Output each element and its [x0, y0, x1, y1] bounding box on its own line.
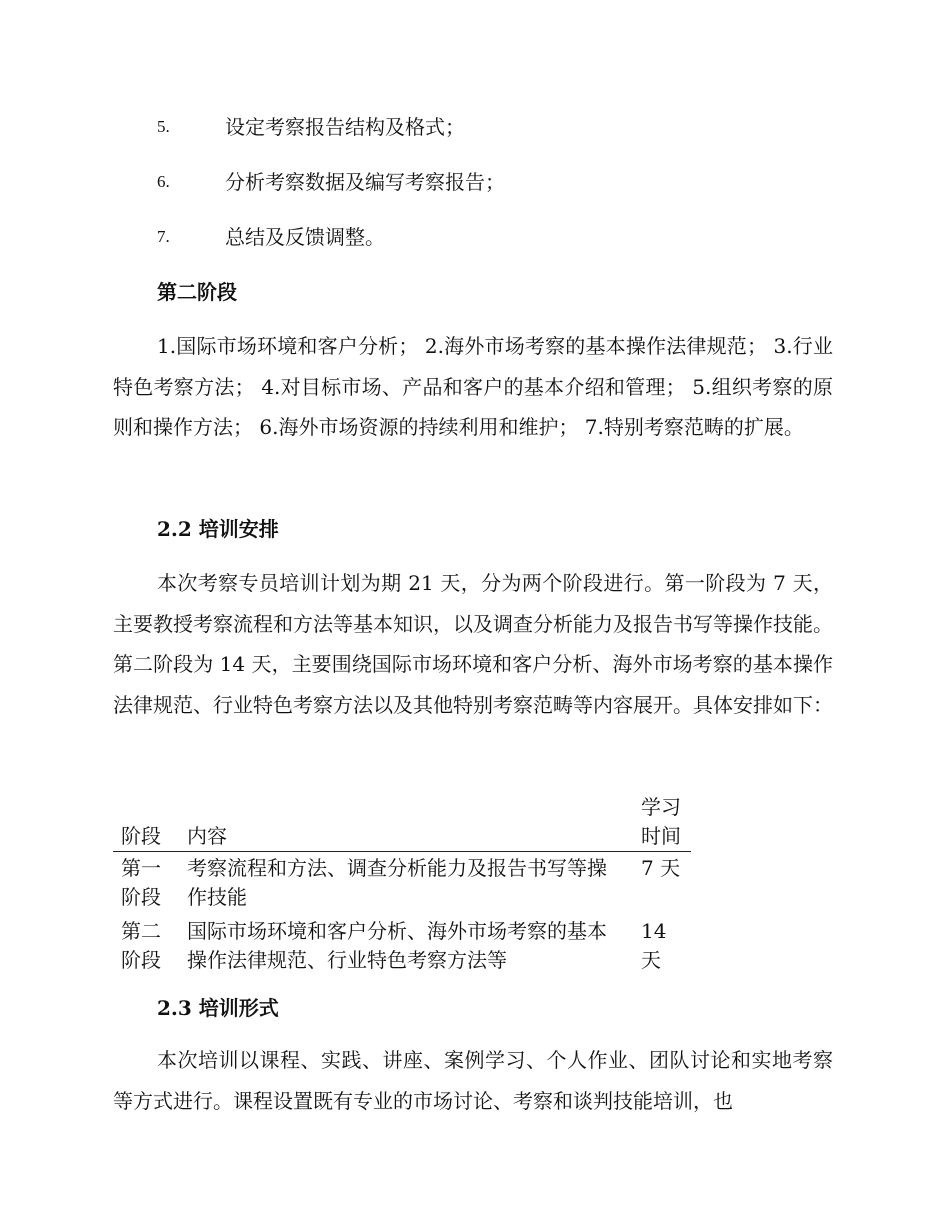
cell-stage: 第一阶段	[121, 856, 161, 909]
table-row	[113, 852, 691, 916]
list-item-text: 总结及反馈调整。	[225, 225, 385, 249]
cell-content: 国际市场环境和客户分析、海外市场考察的基本操作法律规范、行业特色考察方法等	[187, 919, 607, 972]
stage2-heading: 第二阶段	[157, 280, 237, 304]
header-stage: 阶段	[113, 793, 179, 852]
list-item-text: 设定考察报告结构及格式；	[225, 115, 465, 139]
section-2-3-paragraph: 本次培训以课程、实践、讲座、案例学习、个人作业、团队讨论和实地考察等方式进行。课程设置既有专业的市场讨论、考察和谈判技能培训，也	[113, 1048, 833, 1113]
stage2-paragraph: 1.国际市场环境和客户分析； 2.海外市场考察的基本操作法律规范； 3.行业特色考察方法； 4.对目标市场、产品和客户的基本介绍和管理； 5.组织考察的原则和操作方法； 6.海外市场资源的持续利用和维护； 7.特别考察范畴的扩展。	[113, 334, 833, 439]
section-2-2-paragraph: 本次考察专员培训计划为期 21 天，分为两个阶段进行。第一阶段为 7 天，主要教授考察流程和方法等基本知识，以及调查分析能力及报告书写等操作技能。第二阶段为 14 天，主要围绕国际市场环境和客户分析、海外市场考察的基本操作法律规范、行业特色考察方法以及其他特别考察范畴等内容展开。具体安排如下：	[113, 571, 833, 717]
header-duration: 学习时间	[633, 793, 691, 852]
cell-stage: 第二阶段	[121, 919, 161, 972]
list-item-number: 6.	[157, 172, 170, 191]
table-header-row	[113, 793, 691, 852]
table-row	[113, 915, 691, 978]
cell-duration: 7 天	[641, 856, 681, 880]
schedule-table	[113, 793, 691, 978]
section-2-2-heading: 2.2 培训安排	[157, 517, 279, 541]
header-content: 内容	[179, 793, 633, 852]
section-2-3-heading: 2.3 培训形式	[157, 996, 279, 1020]
cell-duration: 14 天	[641, 919, 667, 972]
list-item-number: 7.	[157, 227, 170, 246]
list-item-text: 分析考察数据及编写考察报告；	[225, 170, 505, 194]
cell-content: 考察流程和方法、调查分析能力及报告书写等操作技能	[187, 856, 607, 909]
list-item-number: 5.	[157, 117, 170, 136]
